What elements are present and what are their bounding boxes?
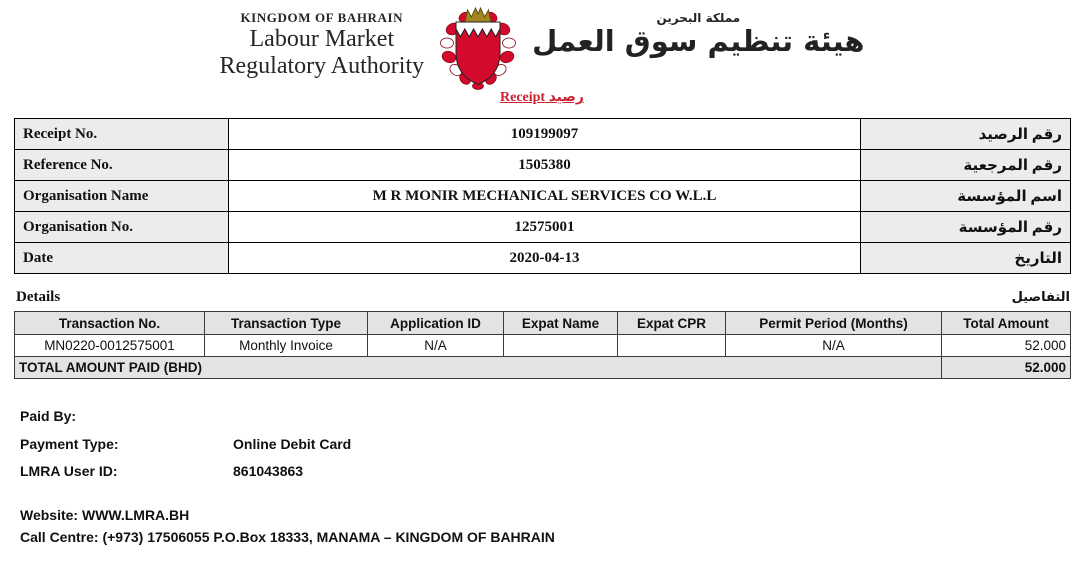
receipt-title — [0, 89, 1084, 107]
organisation-no-label: Organisation No. — [15, 212, 229, 243]
details-label-arabic: التفاصيل — [1011, 289, 1070, 304]
cell-transaction-no: MN0220-0012575001 — [15, 335, 205, 357]
cell-expat-cpr — [618, 335, 726, 357]
organisation-name-label-arabic: اسم المؤسسة — [861, 181, 1071, 212]
lmra-user-id-value: 861043863 — [233, 463, 304, 479]
organisation-no-value: 12575001 — [229, 212, 861, 243]
receipt-title-ar: رصيد — [548, 90, 584, 105]
authority-name-english — [219, 5, 424, 80]
table-row-organisation-name — [15, 181, 1071, 212]
payment-type-row — [20, 436, 1084, 464]
date-label: Date — [15, 243, 229, 274]
lmra-user-id-row — [20, 463, 1084, 491]
payment-type-value: Online Debit Card — [233, 435, 352, 452]
col-expat-cpr: Expat CPR — [618, 312, 726, 335]
payment-type-label: Payment Type: — [20, 435, 119, 452]
date-label-arabic: التاريخ — [861, 243, 1071, 274]
col-transaction-no: Transaction No. — [15, 312, 205, 335]
receipt-title-en: Receipt — [500, 90, 546, 105]
bahrain-coat-of-arms-icon — [438, 5, 518, 91]
reference-no-label: Reference No. — [15, 150, 229, 181]
kingdom-of-bahrain-text: KINGDOM OF BAHRAIN — [240, 10, 404, 25]
col-total-amount: Total Amount — [942, 312, 1071, 335]
table-row-receipt-no — [15, 119, 1071, 150]
col-expat-name: Expat Name — [504, 312, 618, 335]
details-caption — [16, 289, 1070, 306]
table-row-reference-no — [15, 150, 1071, 181]
authority-arabic-calligraphy: هيئة تنظيم سوق العمل — [532, 24, 865, 58]
cell-expat-name — [504, 335, 618, 357]
receipt-no-value: 109199097 — [229, 119, 861, 150]
col-transaction-type: Transaction Type — [205, 312, 368, 335]
authority-name-line1: Labour Market — [249, 26, 395, 52]
cell-total-amount: 52.000 — [942, 335, 1071, 357]
call-centre-line: Call Centre: (+973) 17506055 P.O.Box 18333, MANAMA – KINGDOM OF BAHRAIN — [20, 528, 555, 545]
receipt-no-label-arabic: رقم الرصيد — [861, 119, 1071, 150]
organisation-no-label-arabic: رقم المؤسسة — [861, 212, 1071, 243]
details-table — [14, 311, 1071, 379]
receipt-info-table — [14, 118, 1071, 274]
details-data-row — [15, 335, 1071, 357]
website-line: Website: WWW.LMRA.BH — [20, 506, 190, 523]
organisation-name-label: Organisation Name — [15, 181, 229, 212]
total-amount-paid-value: 52.000 — [942, 357, 1071, 379]
authority-name-arabic — [532, 5, 864, 58]
receipt-no-label: Receipt No. — [15, 119, 229, 150]
lmra-user-id-label: LMRA User ID: — [20, 463, 118, 479]
authority-name-line2: Regulatory Authority — [219, 52, 425, 79]
cell-application-id: N/A — [368, 335, 504, 357]
cell-permit-period: N/A — [726, 335, 942, 357]
page-footer — [20, 504, 1084, 548]
paid-by-label: Paid By: — [20, 408, 77, 424]
organisation-name-value: M R MONIR MECHANICAL SERVICES CO W.L.L — [229, 181, 861, 212]
table-row-date — [15, 243, 1071, 274]
details-total-row — [15, 357, 1071, 379]
total-amount-paid-label: TOTAL AMOUNT PAID (BHD) — [15, 357, 942, 379]
details-label: Details — [16, 289, 61, 305]
col-application-id: Application ID — [368, 312, 504, 335]
reference-no-label-arabic: رقم المرجعية — [861, 150, 1071, 181]
paid-by-row — [20, 408, 1084, 436]
cell-transaction-type: Monthly Invoice — [205, 335, 368, 357]
date-value: 2020-04-13 — [229, 243, 861, 274]
reference-no-value: 1505380 — [229, 150, 861, 181]
payment-details — [20, 408, 1084, 491]
kingdom-of-bahrain-arabic-text: مملكة البحرين — [656, 11, 741, 25]
table-row-organisation-no — [15, 212, 1071, 243]
col-permit-period: Permit Period (Months) — [726, 312, 942, 335]
details-header-row — [15, 312, 1071, 335]
page-header — [0, 0, 1084, 88]
